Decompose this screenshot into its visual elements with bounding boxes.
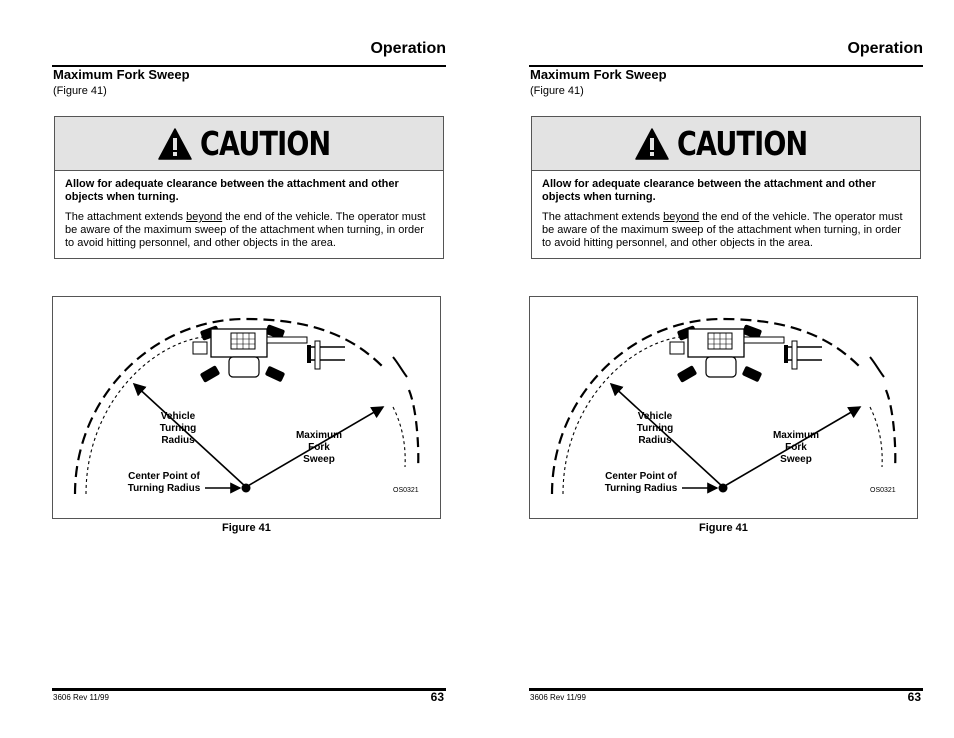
- label-center-point: Center Point of Turning Radius: [127, 471, 201, 494]
- footer-rule: [52, 688, 446, 691]
- page-number: 63: [430, 690, 444, 704]
- caution-bold-text: Allow for adequate clearance between the attachment and other objects when turning.: [65, 178, 399, 203]
- figure-caption: Figure 41: [222, 522, 271, 534]
- figure-box: [52, 296, 441, 519]
- caution-body-text: The attachment extends beyond the end of the vehicle. The operator must be aware of the maximum sweep of the attachment when turning, in order to avoid hitting personnel, and other objects in the area.: [65, 211, 426, 249]
- figure-code: OS0321: [870, 487, 896, 494]
- caution-bold-text: Allow for adequate clearance between the attachment and other objects when turning.: [542, 178, 876, 203]
- label-vehicle-turning-radius: Vehicle Turning Radius: [636, 411, 674, 446]
- vehicle-icon: [193, 324, 345, 383]
- figure-reference: (Figure 41): [53, 85, 107, 97]
- center-point: [719, 484, 728, 493]
- label-maximum-fork-sweep: Maximum Fork Sweep: [772, 430, 820, 465]
- fork-sweep-diagram: [53, 297, 440, 518]
- section-title: Operation: [847, 40, 923, 57]
- footer-rule: [529, 688, 923, 691]
- figure-code: OS0321: [393, 487, 419, 494]
- figure-box: [529, 296, 918, 519]
- figure-reference: (Figure 41): [530, 85, 584, 97]
- vehicle-icon: [670, 324, 822, 383]
- page-number: 63: [907, 690, 921, 704]
- warning-triangle-icon: [635, 128, 669, 160]
- figure-caption: Figure 41: [699, 522, 748, 534]
- heading: Maximum Fork Sweep: [53, 67, 190, 82]
- page-right: [477, 0, 954, 738]
- caution-title: CAUTION: [677, 124, 808, 163]
- caution-title: CAUTION: [200, 124, 331, 163]
- heading: Maximum Fork Sweep: [530, 67, 667, 82]
- label-maximum-fork-sweep: Maximum Fork Sweep: [295, 430, 343, 465]
- document-id: 3606 Rev 11/99: [530, 693, 586, 702]
- document-id: 3606 Rev 11/99: [53, 693, 109, 702]
- caution-box: [531, 116, 921, 259]
- caution-header: [532, 117, 920, 171]
- caution-box: [54, 116, 444, 259]
- caution-header: [55, 117, 443, 171]
- label-vehicle-turning-radius: Vehicle Turning Radius: [159, 411, 197, 446]
- caution-body-text: The attachment extends beyond the end of the vehicle. The operator must be aware of the maximum sweep of the attachment when turning, in order to avoid hitting personnel, and other objects in the area.: [542, 211, 903, 249]
- label-center-point: Center Point of Turning Radius: [604, 471, 678, 494]
- fork-sweep-diagram: [530, 297, 917, 518]
- warning-triangle-icon: [158, 128, 192, 160]
- section-title: Operation: [370, 40, 446, 57]
- center-point: [242, 484, 251, 493]
